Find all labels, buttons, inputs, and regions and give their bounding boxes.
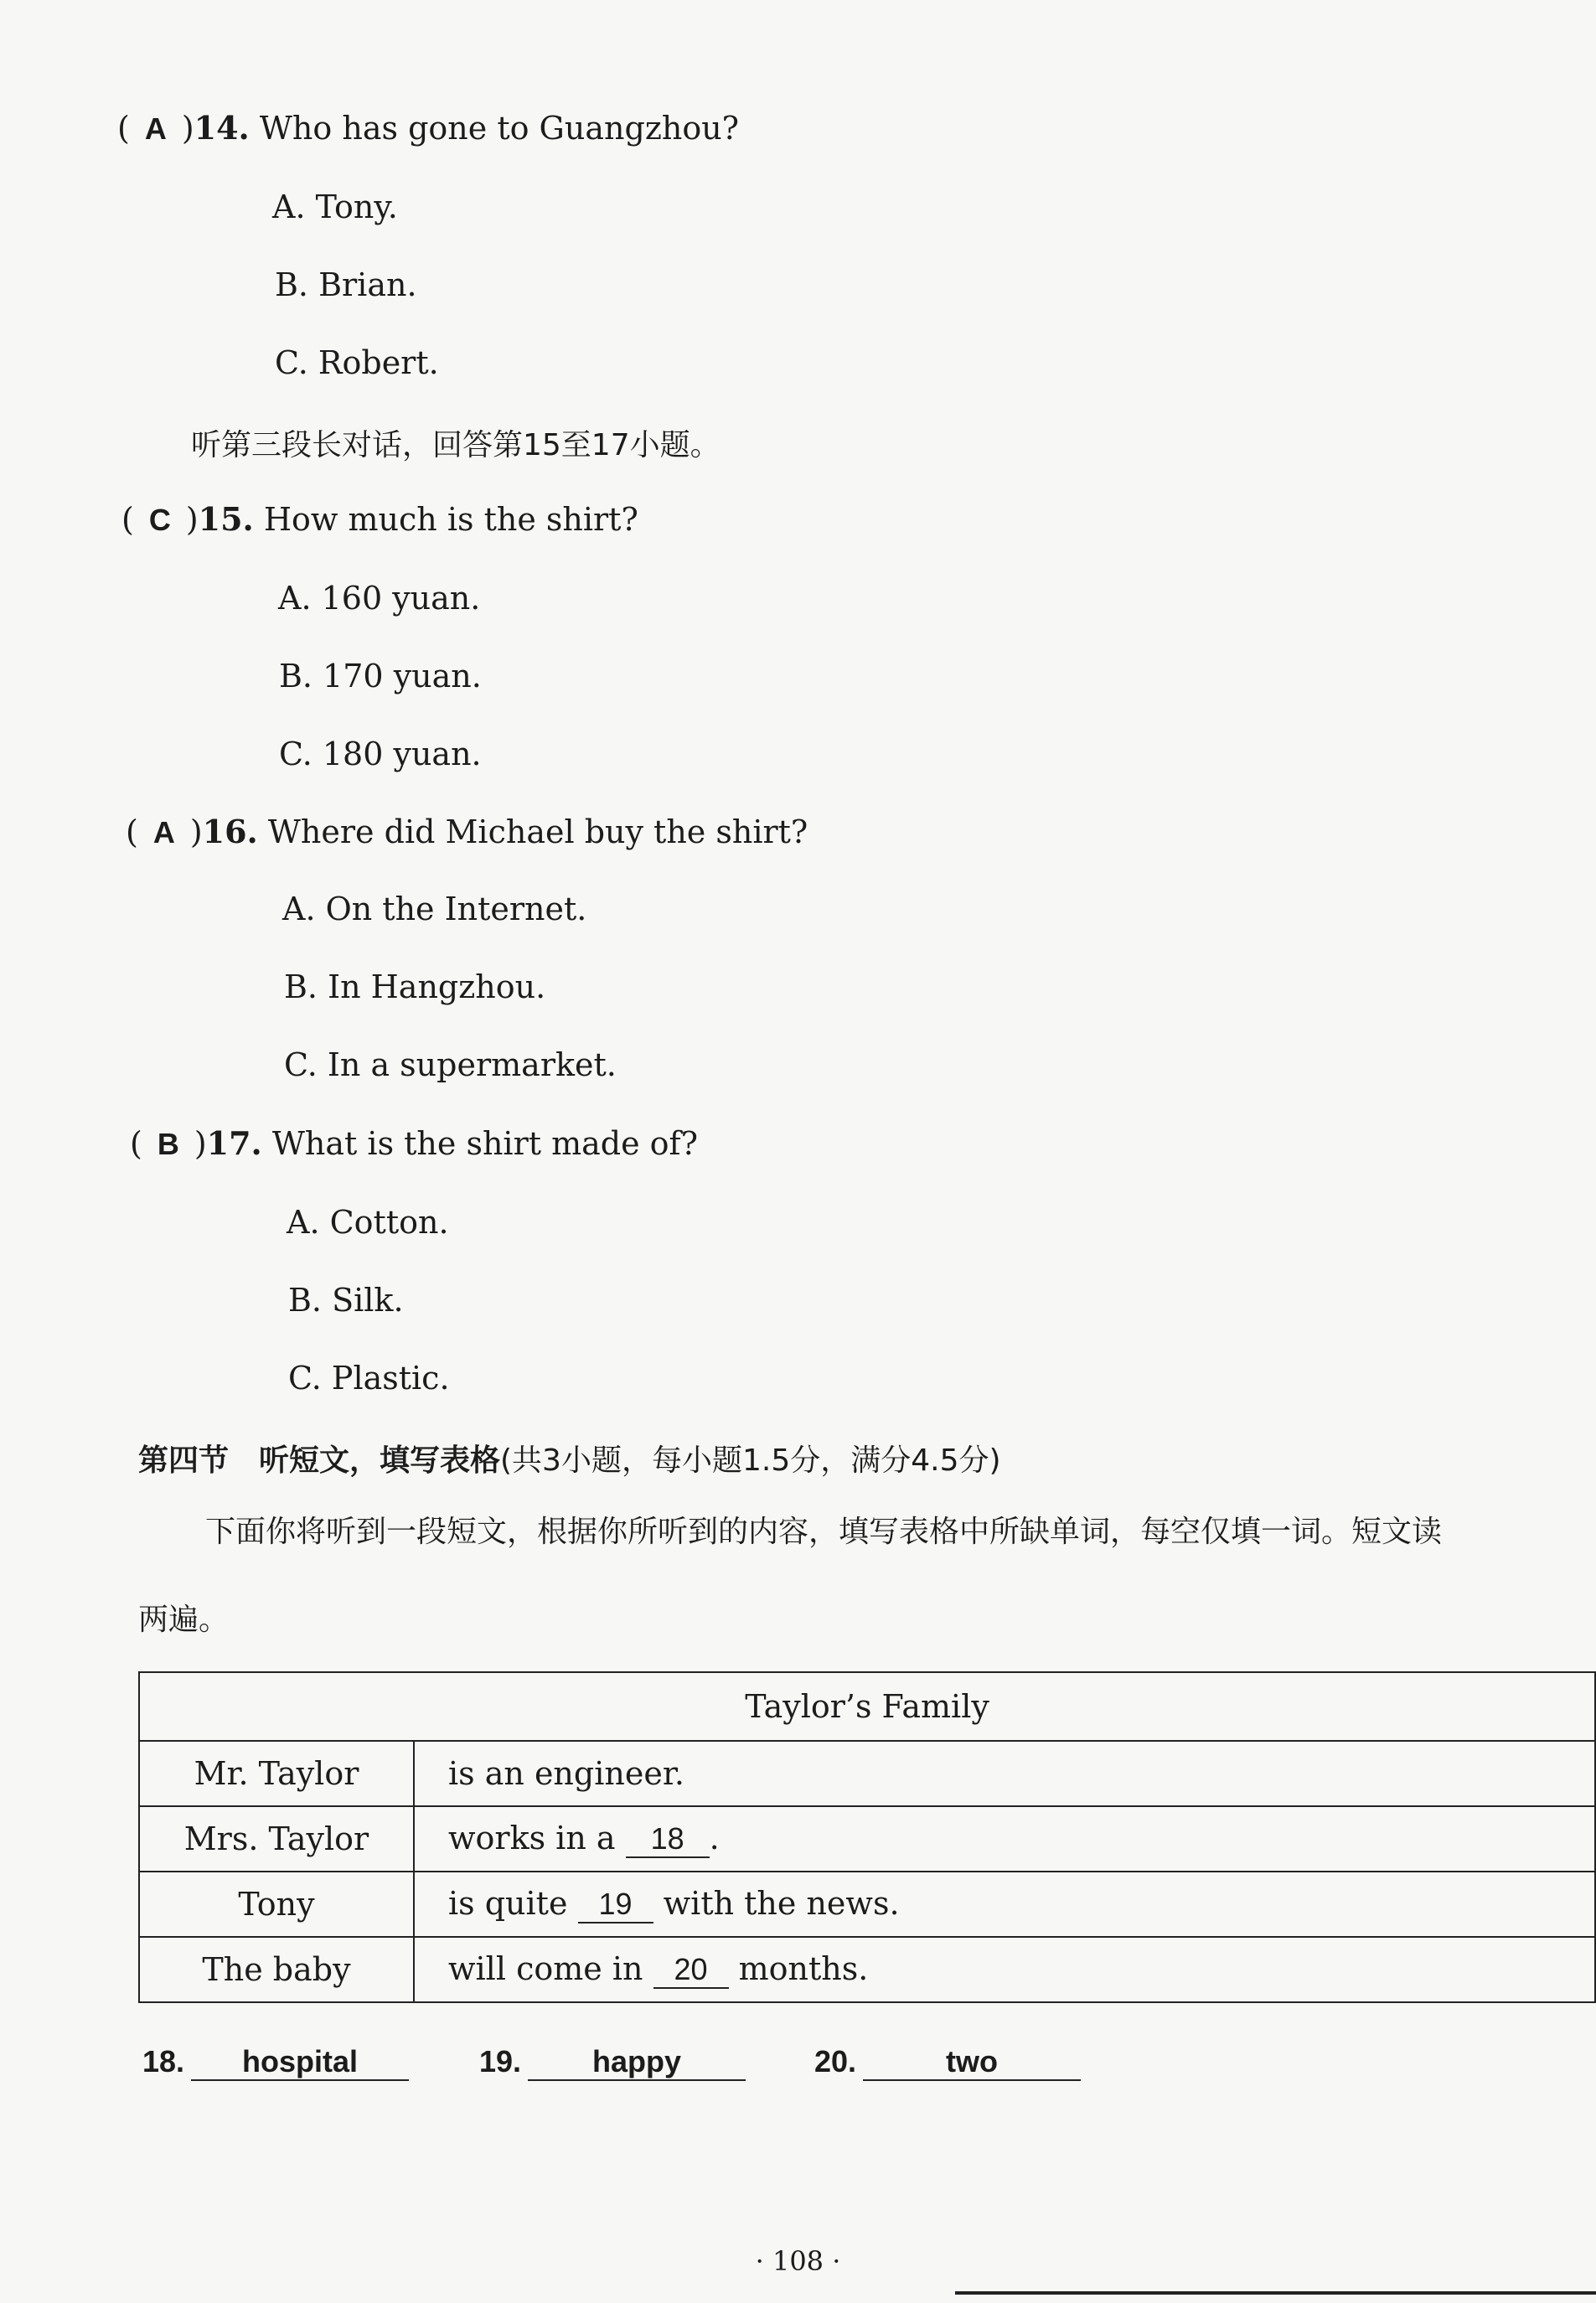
section-instruction-line2: 两遍。: [138, 1603, 230, 1637]
answer-18: [142, 2044, 409, 2081]
question-number: 14.: [194, 109, 250, 147]
option-c: C. 180 yuan.: [279, 736, 482, 772]
member-description: [414, 1741, 1595, 1806]
table-row: [139, 1806, 1595, 1872]
table-row: [139, 1872, 1595, 1937]
answer-value[interactable]: two: [863, 2044, 1081, 2081]
paren-close: ): [185, 501, 199, 538]
blank-18[interactable]: 18: [626, 1821, 710, 1858]
option-b: B. Silk.: [288, 1282, 404, 1319]
description-tail: months.: [738, 1950, 869, 1987]
option-a: A. On the Internet.: [282, 891, 587, 927]
answer-number: 19.: [479, 2044, 522, 2078]
option-a: A. Tony.: [272, 188, 398, 225]
option-b: B. In Hangzhou.: [284, 968, 546, 1005]
member-description: [414, 1937, 1595, 2002]
member-description: [414, 1806, 1595, 1872]
table-row: [139, 1741, 1595, 1806]
answer-letter: B: [157, 1127, 179, 1161]
answer-value[interactable]: hospital: [191, 2044, 409, 2081]
paren-open: (: [126, 813, 138, 850]
question-text: Where did Michael buy the shirt?: [267, 813, 808, 850]
question-number: 15.: [198, 500, 254, 538]
section-title: 第四节 听短文，填写表格: [138, 1443, 501, 1478]
page-number: · 108 ·: [755, 2245, 841, 2277]
paren-close: ): [189, 813, 203, 850]
description-text: is an engineer.: [448, 1755, 684, 1792]
paren-open: (: [117, 110, 130, 147]
section-heading: [138, 1437, 1001, 1479]
question-16: [126, 813, 808, 850]
table-header-row: [139, 1672, 1595, 1741]
question-number: 17.: [206, 1124, 262, 1162]
answer-value[interactable]: happy: [528, 2044, 746, 2081]
paren-open: (: [121, 501, 134, 538]
paren-open: (: [130, 1125, 142, 1162]
description-tail: .: [709, 1820, 720, 1856]
option-b: B. 170 yuan.: [279, 658, 482, 695]
section-instruction-line1: 下面你将听到一段短文，根据你所听到的内容，填写表格中所缺单词，每空仅填一词。短文读: [205, 1515, 1443, 1549]
family-member: Mrs. Taylor: [139, 1806, 414, 1872]
question-17: [130, 1124, 698, 1162]
description-tail: with the news.: [663, 1885, 900, 1922]
question-text: Who has gone to Guangzhou?: [259, 110, 740, 147]
question-text: How much is the shirt?: [263, 501, 638, 538]
description-text: will come in: [448, 1950, 643, 1987]
answer-19: [479, 2044, 746, 2081]
family-member: The baby: [139, 1937, 414, 2002]
table-row: [139, 1937, 1595, 2002]
family-member: Tony: [139, 1872, 414, 1937]
paren-close: ): [181, 110, 194, 147]
option-c: C. In a supermarket.: [284, 1046, 617, 1083]
description-text: works in a: [448, 1820, 616, 1856]
answer-letter: A: [152, 815, 175, 849]
description-text: is quite: [448, 1885, 568, 1922]
answer-letter: C: [148, 503, 171, 537]
option-c: C. Robert.: [275, 344, 439, 381]
paren-close: ): [194, 1125, 207, 1162]
section-score: (共3小题，每小题1.5分，满分4.5分): [500, 1443, 1001, 1478]
question-14: [117, 109, 739, 147]
answer-20: [814, 2044, 1081, 2081]
table-title: Taylor’s Family: [139, 1672, 1595, 1741]
option-b: B. Brian.: [275, 266, 417, 303]
answer-number: 20.: [814, 2044, 857, 2078]
question-number: 16.: [202, 813, 258, 850]
question-text: What is the shirt made of?: [271, 1125, 698, 1162]
answer-number: 18.: [142, 2044, 185, 2078]
option-a: A. 160 yuan.: [278, 580, 481, 617]
answer-letter: A: [144, 111, 167, 146]
blank-20[interactable]: 20: [653, 1952, 729, 1989]
member-description: [414, 1872, 1595, 1937]
dialogue-instruction: 听第三段长对话，回答第15至17小题。: [191, 428, 721, 462]
taylor-family-table: [138, 1671, 1596, 2003]
family-member: Mr. Taylor: [139, 1741, 414, 1806]
option-a: A. Cotton.: [287, 1204, 449, 1241]
blank-19[interactable]: 19: [578, 1887, 653, 1923]
question-15: [121, 500, 638, 538]
option-c: C. Plastic.: [288, 1360, 450, 1397]
bottom-divider: [955, 2291, 1596, 2295]
